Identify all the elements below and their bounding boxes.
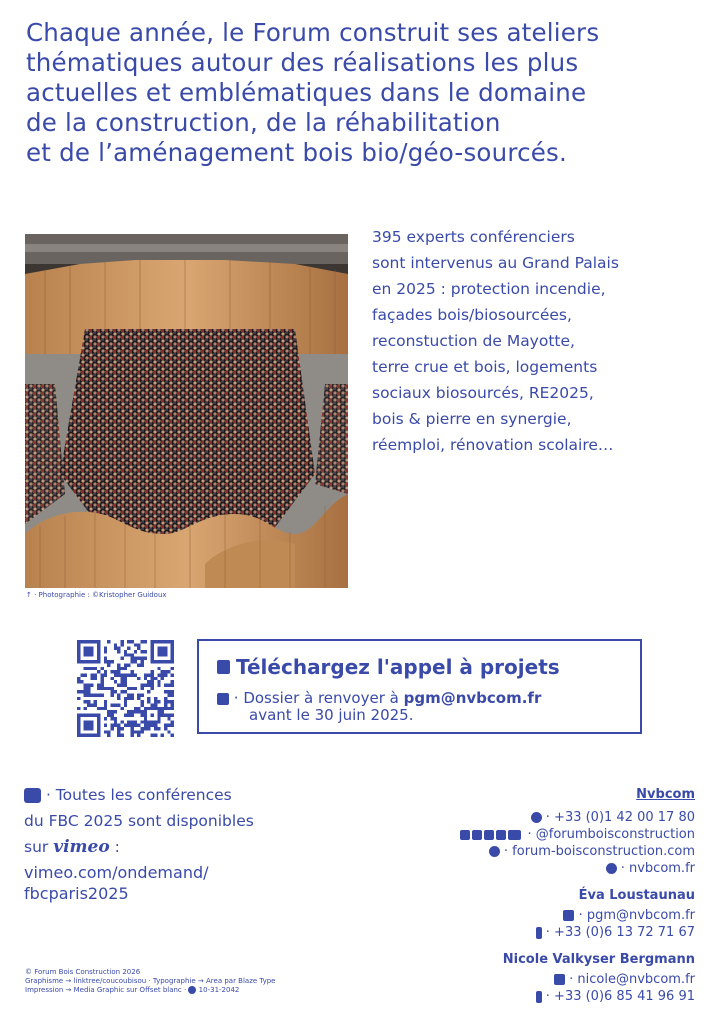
conferences-block [24,782,344,904]
vimeo-logo: vimeo [53,837,110,857]
play-icon [24,788,41,803]
mail-icon [563,910,574,921]
mail-icon [217,693,229,705]
vimeo-url-line1[interactable]: vimeo.com/ondemand/ [24,863,209,882]
facebook-icon [496,830,506,840]
org-website-2[interactable]: · nvbcom.fr [365,860,695,877]
org-website[interactable]: · forum-boisconstruction.com [365,843,695,860]
conference-photo [25,234,348,588]
conferences-line2: du FBC 2025 sont disponibles [24,812,254,830]
mobile-icon [536,927,542,939]
contact-name: Nicole Valkyser Bergmann [502,952,695,967]
linkedin-icon [472,830,482,840]
description-line: sociaux biosourcés, RE2025, [372,384,594,402]
org-social[interactable]: · @forumboisconstruction [365,826,695,843]
credits-line: Graphisme → linktree/coucoubisou · Typographie → Area par Blaze Type [25,977,276,985]
call-email[interactable]: pgm@nvbcom.fr [403,689,542,707]
vimeo-url-line2[interactable]: fbcparis2025 [24,884,129,903]
instagram-icon [460,830,470,840]
credits-line: Impression → Media Graphic sur Offset blanc · 10-31-2042 [25,986,240,994]
globe-icon [606,863,617,874]
intro-paragraph [26,18,706,168]
mobile-icon [536,991,542,1003]
globe-icon [489,846,500,857]
contact-phone[interactable]: · +33 (0)6 85 41 96 91 [365,988,695,1005]
description-line: reconstuction de Mayotte, [372,332,575,350]
document-icon [217,660,230,674]
download-link[interactable] [217,655,560,679]
description-line: sont intervenus au Grand Palais [372,254,619,272]
description-paragraph [372,224,702,458]
contact-name: Éva Loustaunau [578,888,695,903]
description-line: en 2025 : protection incendie, [372,280,606,298]
org-name: Nvbcom [636,787,695,802]
contacts-block [365,786,695,1005]
contact-email[interactable]: · nicole@nvbcom.fr [365,971,695,988]
mail-icon [554,974,565,985]
youtube-icon [508,830,521,840]
contact-email[interactable]: · pgm@nvbcom.fr [365,907,695,924]
description-line: réemploi, rénovation scolaire… [372,436,614,454]
credits-block [25,968,345,995]
org-phone[interactable]: · +33 (0)1 42 00 17 80 [365,809,695,826]
call-line2: avant le 30 juin 2025. [249,706,414,724]
intro-line: thématiques autour des réalisations les plus [26,48,579,77]
contact-phone[interactable]: · +33 (0)6 13 72 71 67 [365,924,695,941]
description-line: 395 experts conférenciers [372,228,575,246]
credits-line: © Forum Bois Construction 2026 [25,968,141,976]
description-line: terre crue et bois, logements [372,358,598,376]
call-title: Téléchargez l'appel à projets [236,655,560,679]
intro-line: Chaque année, le Forum construit ses ateliers [26,18,600,47]
x-icon [484,830,494,840]
intro-line: de la construction, de la réhabilitation [26,108,501,137]
description-line: bois & pierre en synergie, [372,410,572,428]
qr-code[interactable] [77,640,174,737]
conferences-line1: · Toutes les conférences [24,782,344,808]
call-deadline-line [217,690,541,706]
phone-icon [531,812,542,823]
call-line1: · Dossier à renvoyer à [233,689,399,707]
description-line: façades bois/biosourcées, [372,306,572,324]
call-for-projects-box[interactable] [197,639,642,734]
conferences-line3: sur vimeo : [24,837,120,857]
photo-caption: ↑ · Photographie : ©Kristopher Guidoux [26,591,167,599]
intro-line: actuelles et emblématiques dans le domaine [26,78,587,107]
intro-line: et de l’aménagement bois bio/géo-sourcés. [26,138,567,167]
